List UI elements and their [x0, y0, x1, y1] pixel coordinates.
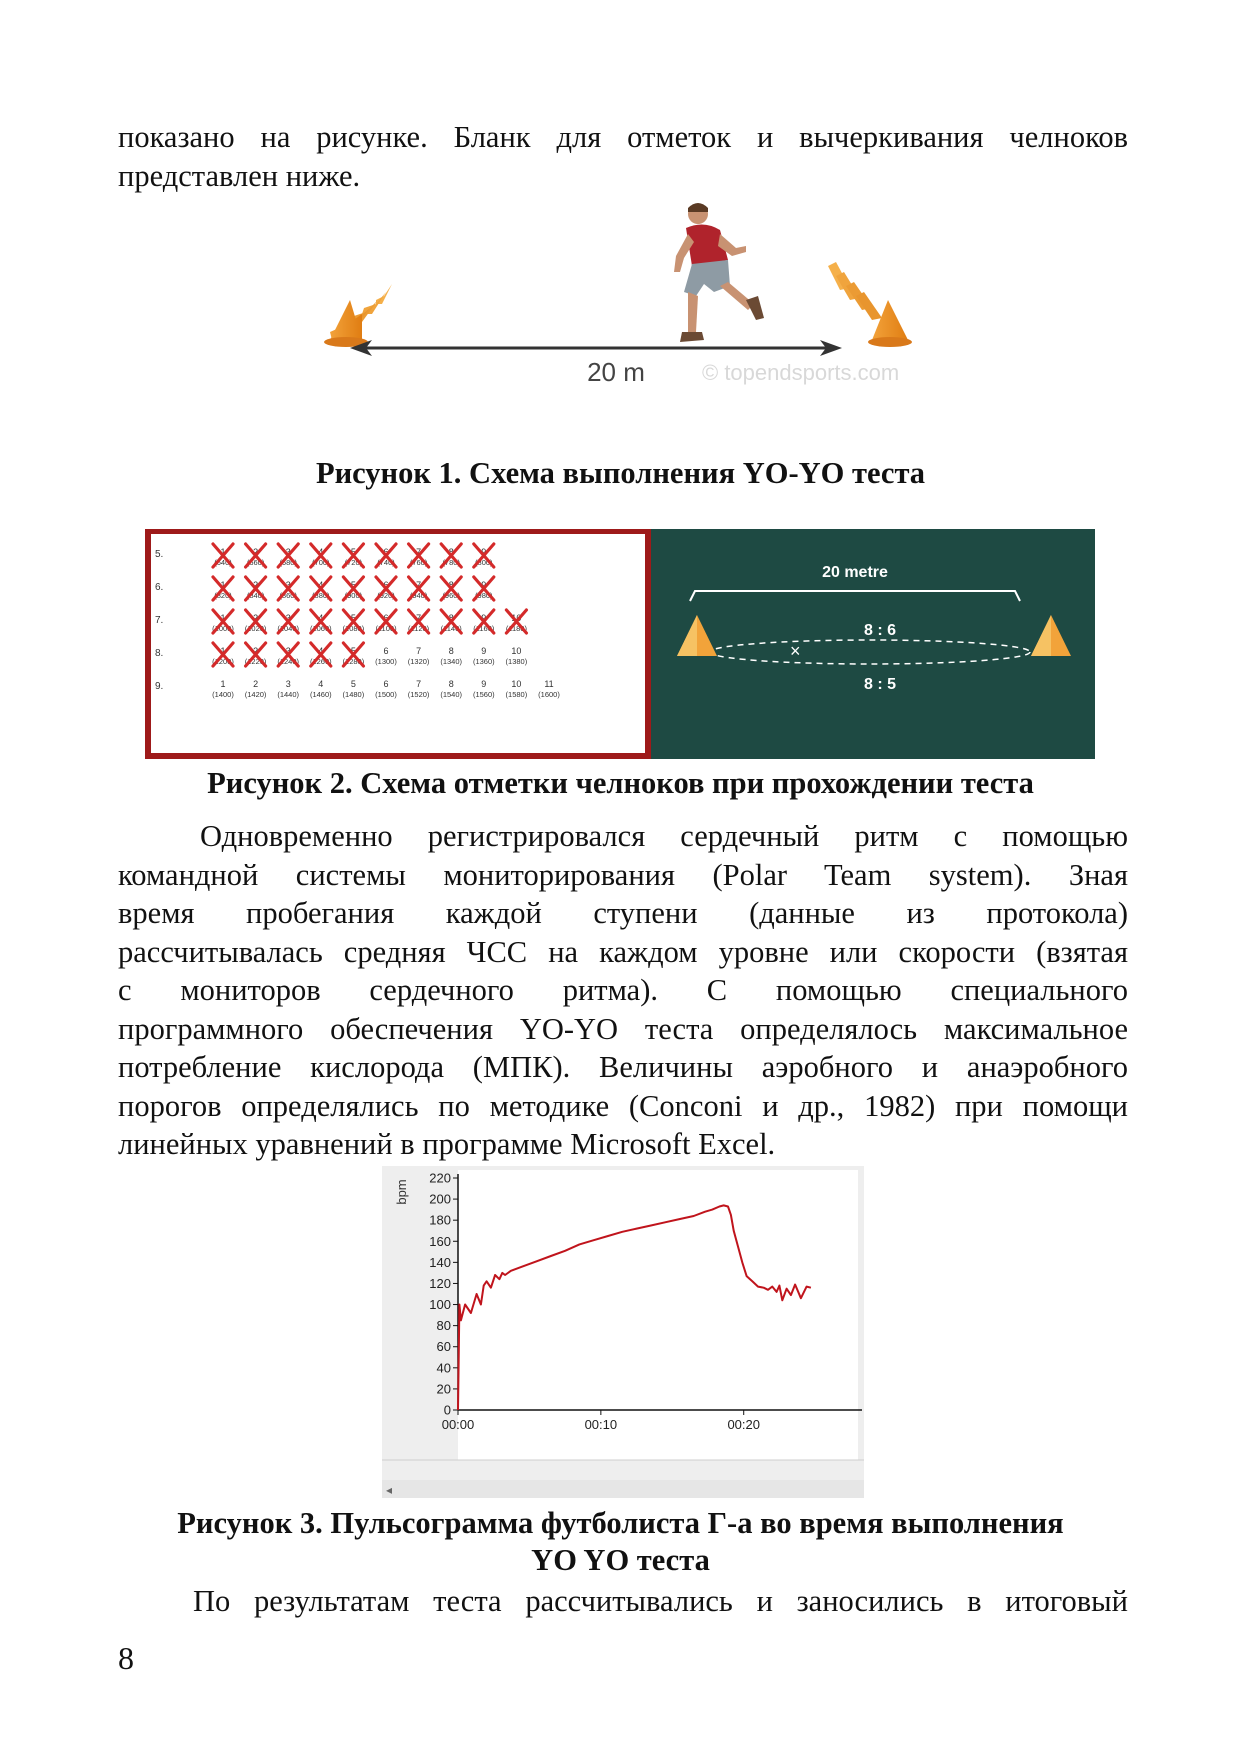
- text-line: порогов определялись по методике (Conconi и др., 1982) при помощи: [118, 1088, 1128, 1123]
- shuttle-number: 8: [448, 547, 454, 557]
- shuttle-number: 2: [253, 679, 259, 689]
- shuttle-distance: (1140): [440, 624, 462, 633]
- shuttle-distance: (900): [344, 591, 363, 600]
- y-tick-label: 80: [436, 1318, 451, 1334]
- y-tick-label: 20: [436, 1381, 451, 1397]
- shuttle-distance: (1600): [538, 690, 560, 699]
- x-tick-label: 00:10: [584, 1417, 618, 1432]
- shuttle-number: 2: [253, 547, 259, 557]
- shuttle-distance: (1560): [472, 690, 495, 699]
- y-tick-label: 160: [429, 1233, 451, 1249]
- x-tick-label: 00:00: [441, 1417, 475, 1432]
- shuttle-distance: (1480): [342, 690, 365, 699]
- sheet-row-label: 8.: [155, 648, 164, 659]
- shuttle-distance: (1060): [309, 624, 332, 633]
- y-tick-label: 180: [429, 1212, 451, 1228]
- shuttle-distance: (1460): [309, 690, 332, 699]
- shuttle-number: 3: [285, 613, 291, 623]
- y-tick-label: 40: [436, 1360, 451, 1376]
- shuttle-distance: (1280): [342, 657, 365, 666]
- shuttle-number: 5: [350, 646, 356, 656]
- shuttle-number: 10: [511, 679, 522, 689]
- shuttle-number: 10: [511, 646, 522, 656]
- shuttle-number: 8: [448, 613, 454, 623]
- shuttle-number: 4: [318, 679, 324, 689]
- figure-1-caption: Рисунок 1. Схема выполнения YO-YO теста: [315, 456, 926, 490]
- shuttle-number: 9: [481, 580, 487, 590]
- distance-arrow: [350, 340, 842, 356]
- shuttle-distance: (700): [312, 558, 330, 567]
- shuttle-distance: (960): [442, 591, 460, 600]
- distance-label: 20 m: [587, 357, 645, 387]
- shuttle-distance: (980): [475, 591, 493, 600]
- shuttle-distance: (940): [409, 591, 428, 600]
- text-line: рассчитывалась средняя ЧСС на каждом уровне или скорости (взятая: [118, 934, 1128, 969]
- shuttle-distance: (1440): [277, 690, 300, 699]
- shuttle-number: 6: [383, 646, 389, 656]
- shuttle-number: 11: [544, 679, 554, 689]
- shuttle-distance: (800): [475, 558, 493, 567]
- shuttle-marking-figure: [145, 529, 1095, 759]
- shuttle-number: 1: [220, 547, 226, 557]
- shuttle-number: 6: [383, 547, 389, 557]
- shuttle-distance: (1300): [375, 657, 397, 666]
- shuttle-number: 9: [481, 679, 487, 689]
- figure-3-caption-line: Рисунок 3. Пульсограмма футболиста Г-а во время выполнения: [177, 1506, 1064, 1540]
- shuttle-distance: (1160): [473, 624, 495, 633]
- shuttle-number: 3: [285, 646, 291, 656]
- shuttle-number: 3: [285, 679, 291, 689]
- shuttle-distance: (640): [214, 558, 232, 567]
- shuttle-distance: (1540): [440, 690, 463, 699]
- shuttle-number: 4: [318, 646, 324, 656]
- shuttle-number: 5: [350, 613, 356, 623]
- shuttle-distance: (1240): [277, 657, 300, 666]
- figure-2-caption: Рисунок 2. Схема отметки челноков при прохождении теста: [207, 766, 1034, 800]
- text-line: потребление кислорода (МПК). Величины аэробного и анаэробного: [118, 1050, 1128, 1084]
- scroll-left-icon[interactable]: ◂: [386, 1483, 393, 1497]
- y-tick-label: 140: [429, 1254, 451, 1270]
- yoyo-test-illustration: [316, 200, 1016, 440]
- shuttle-distance: (780): [442, 558, 460, 567]
- shuttle-distance: (1120): [408, 624, 430, 633]
- text-line: программного обеспечения YO-YO теста определялось максимальное: [118, 1011, 1128, 1046]
- text-line: командной системы мониторирования (Polar Team system). Зная: [118, 857, 1128, 892]
- shuttle-distance: (1040): [277, 624, 300, 633]
- shuttle-number: 2: [253, 613, 259, 623]
- shuttle-distance: (1200): [212, 657, 234, 666]
- shuttle-number: 9: [481, 547, 487, 557]
- right-cones-icon: [828, 262, 912, 347]
- shuttle-distance: (1380): [505, 657, 528, 666]
- y-tick-label: 220: [429, 1170, 451, 1186]
- shuttle-number: 3: [285, 547, 291, 557]
- shuttle-number: 6: [383, 613, 389, 623]
- shuttle-distance: (1320): [407, 657, 430, 666]
- shuttle-number: 4: [318, 613, 324, 623]
- shuttle-distance: (1000): [212, 624, 234, 633]
- shuttle-number: 7: [416, 547, 422, 557]
- sheet-row-label: 5.: [155, 549, 164, 560]
- shuttle-distance: (860): [279, 591, 297, 600]
- shuttle-number: 1: [220, 613, 226, 623]
- shuttle-distance: (1180): [505, 624, 527, 633]
- text-line: Одновременно регистрировался сердечный ритм с помощью: [200, 819, 1128, 853]
- shuttle-number: 6: [383, 580, 389, 590]
- sheet-row-label: 7.: [155, 615, 164, 626]
- sheet-row-label: 9.: [155, 681, 164, 692]
- plot-area: [458, 1170, 858, 1460]
- shuttle-distance: (840): [246, 591, 265, 600]
- shuttle-distance: (660): [246, 558, 265, 567]
- shuttle-distance: (1420): [244, 690, 267, 699]
- shuttle-distance: (1340): [440, 657, 463, 666]
- shuttle-distance: (1360): [472, 657, 495, 666]
- shuttle-number: 8: [448, 646, 454, 656]
- shuttle-number: 9: [481, 646, 487, 656]
- horizontal-scrollbar[interactable]: [382, 1480, 864, 1498]
- figure-3-caption: [0, 1505, 1241, 1579]
- shuttle-number: 7: [416, 679, 422, 689]
- shuttle-distance: (720): [344, 558, 363, 567]
- left-cones-icon: [324, 284, 392, 347]
- shuttle-number: 3: [285, 580, 291, 590]
- field-distance-label: 20 metre: [822, 564, 888, 581]
- text-line: время пробегания каждой ступени (данные из протокола): [118, 896, 1128, 930]
- shuttle-distance: (920): [377, 591, 395, 600]
- shuttle-distance: (1080): [342, 624, 365, 633]
- main-paragraph: [118, 817, 1128, 1164]
- text-line: линейных уравнений в программе Microsoft Excel.: [118, 1127, 776, 1161]
- shuttle-number: 7: [416, 580, 422, 590]
- shuttle-distance: (1260): [309, 657, 332, 666]
- y-axis-label: bpm: [394, 1179, 409, 1205]
- shuttle-distance: (820): [214, 591, 232, 600]
- level-lower-label: 8 : 5: [863, 676, 897, 693]
- figure-3-caption-line: YO YO теста: [531, 1543, 710, 1577]
- text-line: представлен ниже.: [118, 158, 361, 193]
- shuttle-number: 6: [383, 679, 389, 689]
- sheet-row-label: 6.: [155, 582, 164, 593]
- y-tick-label: 0: [443, 1402, 451, 1418]
- x-tick-label: 00:20: [727, 1417, 760, 1432]
- shuttle-number: 5: [350, 580, 356, 590]
- y-tick-label: 200: [429, 1191, 451, 1207]
- shuttle-number: 1: [220, 646, 226, 656]
- shuttle-number: 1: [220, 580, 226, 590]
- shuttle-number: 4: [318, 580, 324, 590]
- shuttle-number: 7: [416, 646, 422, 656]
- marker-cross-icon: ×: [790, 641, 801, 661]
- shuttle-number: 8: [448, 679, 454, 689]
- text-line: По результатам теста рассчитывались и заносились в итоговый: [193, 1584, 1128, 1618]
- shuttle-distance: (1220): [244, 657, 267, 666]
- intro-paragraph: [118, 118, 1128, 195]
- heart-rate-chart: [382, 1166, 864, 1498]
- watermark: © topendsports.com: [702, 360, 900, 385]
- shuttle-distance: (1500): [375, 690, 397, 699]
- shuttle-number: 2: [253, 580, 259, 590]
- shuttle-distance: (740): [377, 558, 395, 567]
- y-tick-label: 100: [429, 1297, 451, 1313]
- shuttle-distance: (1580): [505, 690, 528, 699]
- shuttle-distance: (680): [279, 558, 297, 567]
- level-upper-label: 8 : 6: [863, 622, 897, 639]
- shuttle-distance: (1100): [375, 624, 397, 633]
- page-number: 8: [118, 1640, 134, 1676]
- shuttle-number: 9: [481, 613, 487, 623]
- y-tick-label: 60: [436, 1339, 451, 1355]
- shuttle-number: 5: [350, 547, 356, 557]
- shuttle-number: 4: [318, 547, 324, 557]
- runner-icon: [674, 203, 764, 342]
- shuttle-distance: (880): [312, 591, 330, 600]
- shuttle-distance: (1400): [212, 690, 234, 699]
- shuttle-number: 7: [416, 613, 422, 623]
- shuttle-number: 10: [511, 613, 522, 623]
- shuttle-distance: (760): [409, 558, 428, 567]
- shuttle-number: 2: [253, 646, 259, 656]
- y-tick-label: 120: [429, 1275, 451, 1291]
- closing-paragraph: [118, 1582, 1128, 1621]
- text-line: показано на рисунке. Бланк для отметок и вычеркивания челноков: [118, 120, 1128, 154]
- shuttle-distance: (1020): [244, 624, 267, 633]
- shuttle-number: 8: [448, 580, 454, 590]
- shuttle-number: 5: [350, 679, 356, 689]
- text-line: с мониторов сердечного ритма). С помощью специального: [118, 973, 1128, 1007]
- shuttle-number: 1: [220, 679, 226, 689]
- shuttle-distance: (1520): [407, 690, 430, 699]
